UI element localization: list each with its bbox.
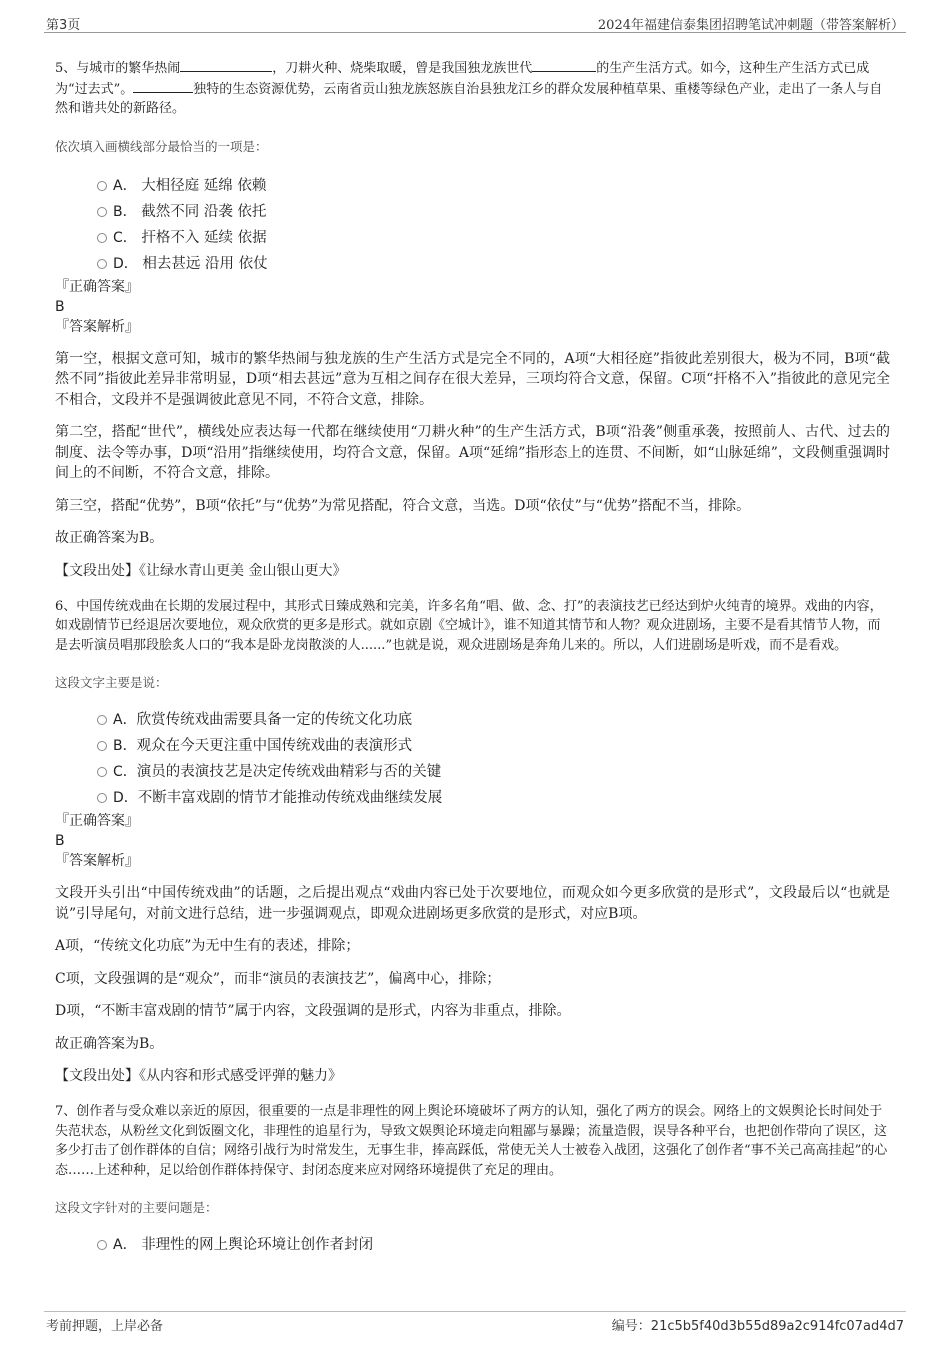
question-5-stem: 5、与城市的繁华热闹 ，刀耕火种、烧柴取暖，曾是我国独龙族世代 的生产生活方式。如今，这种生产生活方式已成为“过去式”。 独特的生态资源优势，云南省贡山独龙族怒族自治县独龙江乡的群众发展种植草果、重楼等绿色产业，走出了一条人与自然和谐共处的新路径。 xyxy=(55,58,890,119)
radio-icon[interactable] xyxy=(97,715,107,725)
correct-answer-label: 『正确答案』 xyxy=(55,278,139,295)
radio-icon[interactable] xyxy=(97,1240,107,1250)
footer-slogan: 考前押题，上岸必备 xyxy=(46,1319,164,1334)
option-b[interactable]: B． 截然不同 沿袭 依托 xyxy=(55,199,890,225)
option-a[interactable]: A． 非理性的网上舆论环境让创作者封闭 xyxy=(55,1232,890,1258)
option-a[interactable]: A． 大相径庭 延绵 依赖 xyxy=(55,173,890,199)
fill-blank-2 xyxy=(532,58,596,72)
option-a[interactable]: A．欣赏传统戏曲需要具备一定的传统文化功底 xyxy=(55,707,890,733)
analysis-paragraph: 文段开头引出“中国传统戏曲”的话题，之后提出观点“戏曲内容已处于次要地位，而观众如今更多欣赏的是形式”，文段最后以“也就是说”引导尾句，对前文进行总结，进一步强调观点，即观众进剧场更多欣赏的是形式，对应B项。 xyxy=(55,885,890,922)
radio-icon[interactable] xyxy=(97,741,107,751)
radio-icon[interactable] xyxy=(97,259,107,269)
page-header xyxy=(44,12,906,33)
source-line: 【文段出处】《从内容和形式感受评弹的魅力》 xyxy=(55,1068,342,1084)
radio-icon[interactable] xyxy=(97,207,107,217)
radio-icon[interactable] xyxy=(97,233,107,243)
analysis-paragraph: C项，文段强调的是“观众”，而非“演员的表演技艺”，偏离中心，排除； xyxy=(55,970,501,987)
question-5-options xyxy=(55,173,890,277)
document-code: 编号：21c5b5f40d3b55d89a2c914fc07ad4d7 xyxy=(611,1319,904,1334)
question-7-prompt: 这段文字针对的主要问题是： xyxy=(55,1200,218,1215)
question-5-prompt: 依次填入画横线部分最恰当的一项是： xyxy=(55,138,268,154)
document-title: 2024年福建信泰集团招聘笔试冲刺题（带答案解析） xyxy=(597,18,904,33)
radio-icon[interactable] xyxy=(97,793,107,803)
analysis-paragraph: 第三空，搭配“优势”，B项“依托”与“优势”为常见搭配，符合文意，当选。D项“依仗”与“优势”搭配不当，排除。 xyxy=(55,497,751,514)
radio-icon[interactable] xyxy=(97,181,107,191)
source-line: 【文段出处】《让绿水青山更美 金山银山更大》 xyxy=(55,562,347,579)
analysis-label: 『答案解析』 xyxy=(55,318,139,335)
correct-answer-label: 『正确答案』 xyxy=(55,813,139,829)
analysis-paragraph: A项，“传统文化功底”为无中生有的表述，排除； xyxy=(55,938,360,954)
question-6-stem: 6、中国传统戏曲在长期的发展过程中，其形式日臻成熟和完美，许多名角“唱、做、念、打”的表演技艺已经达到炉火纯青的境界。戏曲的内容，如戏剧情节已经退居次要地位，观众欣赏的更多是形式。就如京剧《空城计》，谁不知道其情节和人物？观众进剧场，主要不是看其情节人物，而是去听演员唱那段脍炙人口的“我本是卧龙岗散淡的人......”也就是说，观众进剧场是奔角儿来的。所以，人们进剧场是听戏，而不是看戏。 xyxy=(55,598,883,653)
option-c[interactable]: C．演员的表演技艺是决定传统戏曲精彩与否的关键 xyxy=(55,759,890,785)
page-number: 第3页 xyxy=(46,18,81,33)
analysis-paragraph: 第一空，根据文意可知，城市的繁华热闹与独龙族的生产生活方式是完全不同的，A项“大相径庭”指彼此差别很大，极为不同，B项“截然不同”指彼此差异非常明显，D项“相去甚远”意为互相之间存在很大差异，三项均符合文意，保留。C项“扞格不入”指彼此的意见完全不相合，文段并不是强调彼此意见不同，不符合文意，排除。 xyxy=(55,350,890,408)
analysis-conclusion: 故正确答案为B。 xyxy=(55,530,164,546)
analysis-paragraph: D项，“不断丰富戏剧的情节”属于内容，文段强调的是形式，内容为非重点，排除。 xyxy=(55,1003,571,1019)
option-d[interactable]: D． 相去甚远 沿用 依仗 xyxy=(55,251,890,277)
question-6-prompt: 这段文字主要是说： xyxy=(55,675,168,690)
correct-answer-value: B xyxy=(55,298,65,315)
option-d[interactable]: D．不断丰富戏剧的情节才能推动传统戏曲继续发展 xyxy=(55,785,890,811)
analysis-paragraph: 第二空，搭配“世代”，横线处应表达每一代都在继续使用“刀耕火种”的生产生活方式，B项“沿袭”侧重承袭，按照前人、古代、过去的制度、法令等办事，D项“沿用”指继续使用，均符合文意，保留。A项“延绵”指形态上的连贯、不间断，如“山脉延绵”，文段侧重强调时间上的不间断，不符合文意，排除。 xyxy=(55,424,890,481)
document-body xyxy=(55,58,890,1258)
analysis-conclusion: 故正确答案为B。 xyxy=(55,1035,164,1052)
radio-icon[interactable] xyxy=(97,767,107,777)
question-7-stem: 7、创作者与受众难以亲近的原因，很重要的一点是非理性的网上舆论环境破坏了两方的认知，强化了两方的误会。网络上的文娱舆论长时间处于失范状态，从粉丝文化到饭圈文化，非理性的追星行为，导致文娱舆论环境走向粗鄙与暴躁；流量造假，误导各种平台，也把创作带向了误区，这多少打击了创作群体的自信；网络引战行为时常发生，无事生非，捧高踩低，常使无关人士被卷入战团，这强化了创作者“事不关己高高挂起”的心态……上述种种，足以给创作群体持保守、封闭态度来应对网络环境提供了充足的理由。 xyxy=(55,1104,888,1178)
option-b[interactable]: B．观众在今天更注重中国传统戏曲的表演形式 xyxy=(55,733,890,759)
correct-answer-value: B xyxy=(55,833,65,849)
fill-blank-3 xyxy=(133,79,193,93)
question-6-options xyxy=(55,707,890,811)
question-7-options xyxy=(55,1232,890,1258)
analysis-label: 『答案解析』 xyxy=(55,853,139,869)
fill-blank-1 xyxy=(180,58,272,72)
page-footer xyxy=(44,1311,906,1334)
option-c[interactable]: C． 扞格不入 延续 依据 xyxy=(55,225,890,251)
